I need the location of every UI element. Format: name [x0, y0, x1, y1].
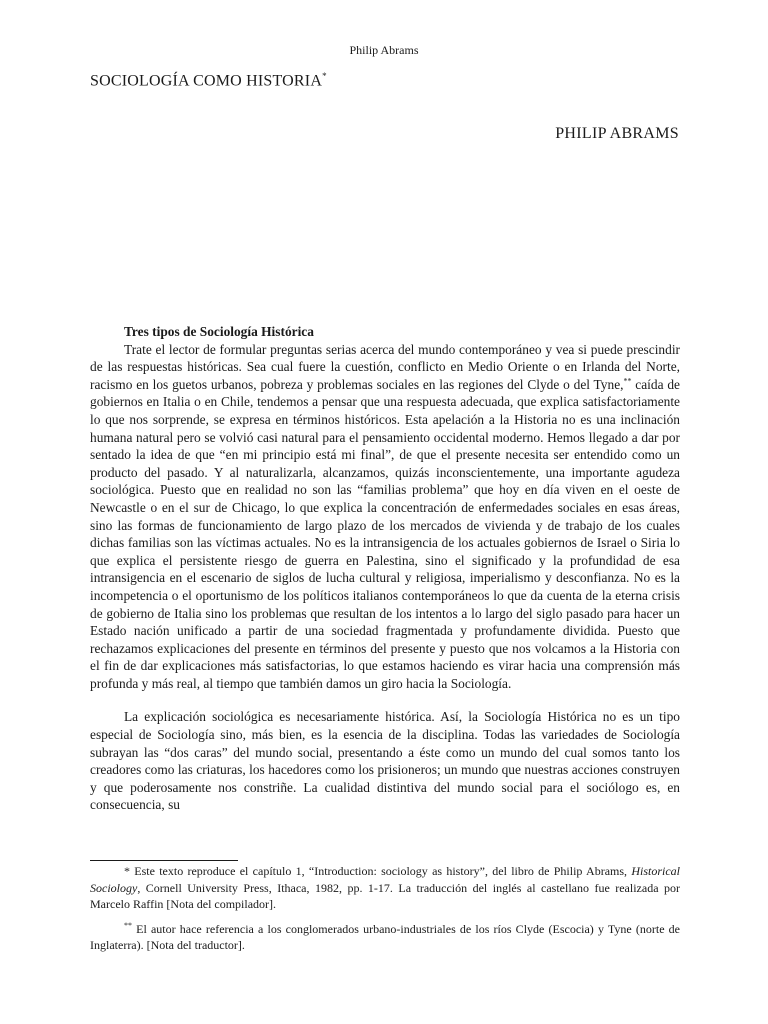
footnote-2-mark: **	[124, 920, 132, 930]
title-footnote-mark: *	[322, 71, 327, 81]
footnote-1-rest: , Cornell University Press, Ithaca, 1982, pp. 1-17. La traducción del inglés al castellano fue realizada por Marcelo Raffin [Nota del compilador].	[90, 880, 680, 911]
title-text: SOCIOLOGÍA COMO HISTORIA	[90, 72, 323, 90]
footnote-reference-mark: **	[623, 376, 632, 386]
footnote-2-text: El autor hace referencia a los conglomerados urbano-industriales de los ríos Clyde (Escocia) y Tyne (norte de Inglaterra). [Nota del traductor].	[90, 921, 680, 952]
section-heading: Tres tipos de Sociología Histórica	[124, 324, 314, 339]
footnote-1-book-title: Historical Sociology	[90, 864, 680, 895]
footnotes	[90, 863, 680, 954]
document-title	[90, 71, 327, 90]
author-name: PHILIP ABRAMS	[555, 125, 679, 142]
paragraph-1	[90, 341, 680, 693]
paragraph-2: La explicación sociológica es necesariamente histórica. Así, la Sociología Histórica no es un tipo especial de Sociología sino, más bien, es la esencia de la disciplina. Todas las variedades de Sociología subrayan las “dos caras” del mundo social, presentando a éste como un mundo del cual somos tanto los creadores como las criaturas, los hacedores como los prisioneros; un mundo que nuestras acciones construyen y que poderosamente nos constriñe. La cualidad distintiva del mundo social para el sociólogo es, en consecuencia, su	[90, 709, 680, 813]
paragraph-1-part-1: Trate el lector de formular preguntas serias acerca del mundo contemporáneo y vea si puede prescindir de las respuestas históricas. Sea cual fuere la cuestión, conflicto en Medio Oriente o en Irlanda del Norte, racismo en los guetos urbanos, pobreza y problemas sociales en las regiones del Clyde o del Tyne,	[90, 341, 680, 392]
footnote-2	[90, 921, 680, 954]
footnote-1	[90, 863, 680, 913]
footnote-1-lead: * Este texto reproduce el capítulo 1, “Introduction: sociology as history”, del libro de Philip Abrams,	[124, 864, 632, 878]
paragraph-1-part-2: caída de gobiernos en Italia o en Chile, tendemos a pensar que una respuesta adecuada, que explica satisfactoriamente lo que nos sorprende, se expresa en términos históricos. Esta apelación a la Historia no es una inclinación humana natural pero se volvió casi natural para el pensamiento occidental moderno. Hemos llegado a dar por sentado la idea de que “en mi principio está mi final”, de que el presente necesita ser entendido como un producto del pasado. Y al naturalizarla, alcanzamos, quizás inconscientemente, una importante agudeza sociológica. Puesto que en realidad no son las “familias problema” que hoy en día viven en el oeste de Newcastle o en el sur de Chicago, lo que explica la concentración de enfermedades sociales en esas áreas, sino las formas de funcionamiento de largo plazo de los mercados de vivienda y de trabajo de los cuales dichas familias son las víctimas actuales. No es la intransigencia de los actuales gobiernos de Israel o Siria lo que explica el persistente riesgo de guerra en Palestina, sino el significado y la profundidad de esa intransigencia en el escenario de siglos de lucha cultural y religiosa, imperialismo y desconfianza. No es la incompetencia o el oportunismo de los políticos italianos contemporáneos lo que da cuenta de la eterna crisis de gobierno de Italia sino los problemas que resultan de los intentos a lo largo del siglo pasado para hacer un Estado nación unificado a partir de una sociedad fragmentada y profundamente dividida. Puesto que rechazamos explicaciones del presente en términos del presente y puesto que nos volcamos a la Historia con el fin de dar explicaciones más satisfactorias, lo que estamos haciendo es virar hacia una comprensión más profunda y más real, al tiempo que también damos un giro hacia la Sociología.	[90, 376, 680, 691]
footnote-divider	[90, 860, 238, 861]
body-text	[90, 323, 680, 814]
running-header: Philip Abrams	[349, 43, 419, 57]
